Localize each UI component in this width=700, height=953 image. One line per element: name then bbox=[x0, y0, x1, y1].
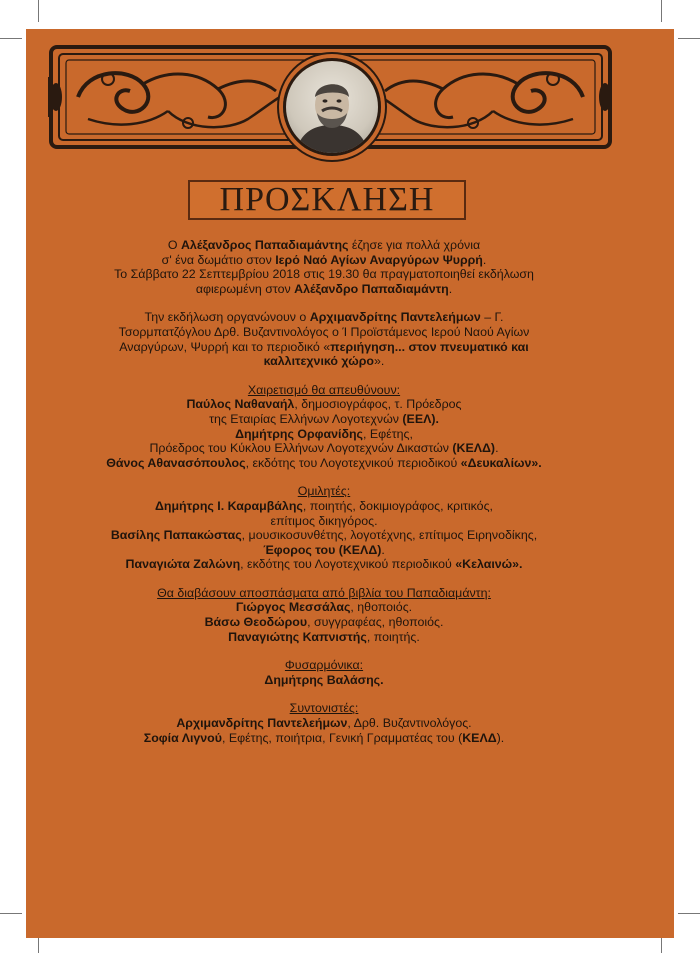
crop-mark bbox=[0, 913, 22, 914]
person-name: Βασίλης Παπακώστας bbox=[110, 528, 242, 543]
org-acronym: (ΚΕΛΔ) bbox=[452, 441, 496, 456]
role-text: Έφορος του (ΚΕΛΔ) bbox=[263, 542, 382, 557]
text: σ' ένα δωμάτιο στον bbox=[161, 252, 276, 267]
periodical-name: «Δευκαλίων». bbox=[460, 455, 542, 470]
title-box bbox=[188, 180, 466, 220]
crop-mark bbox=[678, 38, 700, 39]
section-heading: Φυσαρμόνικα: bbox=[284, 658, 364, 673]
periodical-name: «Κελαινώ». bbox=[455, 557, 523, 572]
person-name: Δημήτρης Ι. Καραμβάλης bbox=[155, 498, 303, 513]
portrait-photo bbox=[283, 58, 381, 156]
text: , εκδότης του Λογοτεχνικού περιοδικού bbox=[245, 455, 461, 470]
text: , εκδότης του Λογοτεχνικού περιοδικού bbox=[240, 557, 456, 572]
text: , Εφέτης, bbox=[363, 426, 413, 441]
coordinators-section bbox=[40, 701, 608, 745]
text: Την εκδήλωση οργανώνουν ο bbox=[144, 310, 310, 325]
text: Ο bbox=[167, 238, 181, 252]
person-name: Αρχιμανδρίτης Παντελεήμων bbox=[309, 310, 481, 325]
org-acronym: (ΕΕΛ). bbox=[402, 411, 439, 426]
text: , Δρθ. Βυζαντινολόγος. bbox=[347, 716, 472, 731]
crop-mark bbox=[678, 913, 700, 914]
text: . bbox=[495, 441, 499, 456]
org-acronym: ΚΕΛΔ bbox=[462, 730, 497, 745]
periodical-name: περιήγηση... στον πνευματικό και bbox=[330, 339, 529, 354]
section-heading: Θα διαβάσουν αποσπάσματα από βιβλία του Παπαδιαμάντη: bbox=[157, 585, 491, 600]
text: ). bbox=[496, 730, 505, 745]
person-name: Σοφία Λιγνού bbox=[143, 730, 222, 745]
text: Αναργύρων, Ψυρρή και το περιοδικό « bbox=[119, 339, 331, 354]
organizers-paragraph bbox=[40, 310, 608, 368]
invitation-body bbox=[40, 238, 608, 745]
page-title: ΠΡΟΣΚΛΗΣΗ bbox=[219, 181, 435, 218]
greetings-section bbox=[40, 383, 608, 471]
person-name: Αλέξανδρος Παπαδιαμάντης bbox=[180, 238, 349, 252]
text: , ποιητής, δοκιμιογράφος, κριτικός, bbox=[302, 498, 493, 513]
text: , ποιητής. bbox=[366, 629, 420, 644]
section-heading: Συντονιστές: bbox=[289, 701, 359, 716]
text: επίτιμος δικηγόρος. bbox=[270, 513, 378, 528]
person-name: Παύλος Ναθαναήλ bbox=[186, 397, 295, 412]
person-name: Αρχιμανδρίτης Παντελεήμων bbox=[176, 716, 348, 731]
text: , δημοσιογράφος, τ. Πρόεδρος bbox=[294, 397, 462, 412]
periodical-name: καλλιτεχνικό χώρο bbox=[263, 354, 374, 369]
person-name: Γιώργος Μεσσάλας bbox=[235, 600, 351, 615]
text: έζησε για πολλά χρόνια bbox=[348, 238, 481, 252]
harmonica-section bbox=[40, 658, 608, 687]
crop-mark bbox=[38, 0, 39, 22]
text: Πρόεδρος του Κύκλου Ελλήνων Λογοτεχνών Δικαστών bbox=[149, 441, 453, 456]
crop-mark bbox=[661, 0, 662, 22]
portrait-figure bbox=[286, 61, 378, 153]
readers-section bbox=[40, 586, 608, 644]
text: , Εφέτης, ποιήτρια, Γενική Γραμματέας του ( bbox=[221, 730, 463, 745]
text: , ηθοποιός. bbox=[350, 600, 413, 615]
person-name: Παναγιώτα Ζαλώνη bbox=[125, 557, 241, 572]
person-name: Βάσω Θεοδώρου bbox=[204, 615, 308, 630]
person-name: Αλέξανδρο Παπαδιαμάντη bbox=[294, 281, 449, 296]
person-name: Δημήτρης Βαλάσης. bbox=[264, 672, 384, 687]
event-date-line: Το Σάββατο 22 Σεπτεμβρίου 2018 στις 19.30 θα πραγματοποιηθεί εκδήλωση bbox=[114, 267, 534, 282]
venue-name: Ιερό Ναό Αγίων Αναργύρων Ψυρρή bbox=[275, 252, 483, 267]
person-name: Δημήτρης Ορφανίδης bbox=[235, 426, 363, 441]
text: . bbox=[381, 542, 385, 557]
person-name: Θάνος Αθανασόπουλος bbox=[106, 455, 246, 470]
text: ». bbox=[373, 354, 385, 369]
text: της Εταιρίας Ελλήνων Λογοτεχνών bbox=[209, 411, 403, 426]
section-heading: Χαιρετισμό θα απευθύνουν: bbox=[247, 382, 401, 397]
section-heading: Ομιλητές: bbox=[297, 484, 351, 499]
crop-mark bbox=[0, 38, 22, 39]
text: . bbox=[448, 281, 453, 296]
intro-paragraph bbox=[40, 238, 608, 296]
text: αφιερωμένη στον bbox=[195, 281, 295, 296]
text: , συγγραφέας, ηθοποιός. bbox=[307, 615, 444, 630]
person-name: Παναγιώτης Καπνιστής bbox=[228, 629, 367, 644]
text: . bbox=[482, 252, 487, 267]
speakers-section bbox=[40, 484, 608, 572]
text: Τσορμπατζόγλου Δρθ. Βυζαντινολόγος ο Ί Προϊστάμενος Ιερού Ναού Αγίων bbox=[118, 324, 530, 339]
text: , μουσικοσυνθέτης, λογοτέχνης, επίτιμος Ειρηνοδίκης, bbox=[241, 528, 538, 543]
text: – Γ. bbox=[480, 310, 504, 325]
